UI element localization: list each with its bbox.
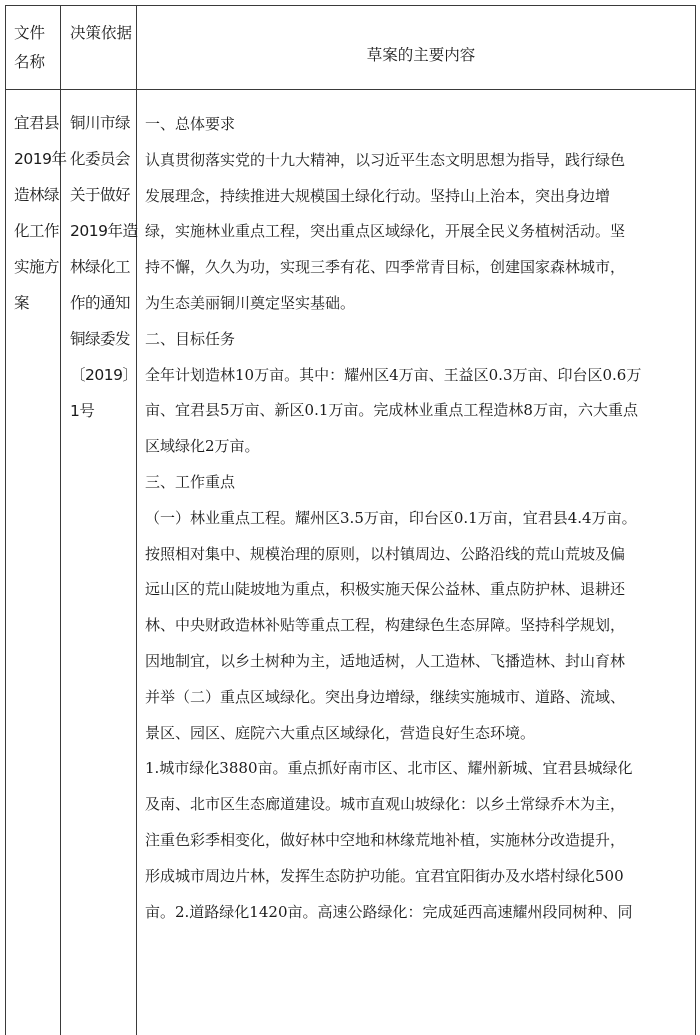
header-file-name bbox=[14, 19, 64, 77]
row-file-name bbox=[14, 105, 69, 321]
header-file-name-text: 文件 名称 bbox=[14, 24, 46, 71]
row-file-name-text: 宜君县 2019年 造林绿 化工作 实施方 案 bbox=[14, 114, 67, 312]
decision-table bbox=[5, 5, 696, 1035]
section-1-heading: 一、总体要求 bbox=[145, 115, 236, 133]
header-main-content bbox=[145, 41, 697, 70]
header-decision-basis bbox=[70, 19, 140, 48]
table-border-left bbox=[5, 5, 6, 1035]
section-3-body-2: 1.城市绿化3880亩。重点抓好南市区、北市区、耀州新城、宜君县城绿化 及南、北市区生态廊道建设。城市直观山坡绿化：以乡土常绿乔木为主， 注重色彩季相变化，做好林中空地和林缘荒地补植，实施林分改造提升， 形成城市周边片林，发挥生态防护功能。宜君宜阳街办及水塔村绿化500 亩。2.道路绿化1420亩。高速公路绿化：完成延西高速耀州段同树种、同 bbox=[145, 759, 633, 921]
section-2-body: 全年计划造林10万亩。其中：耀州区4万亩、王益区0.3万亩、印台区0.6万 亩、宜君县5万亩、新区0.1万亩。完成林业重点工程造林8万亩，六大重点 区域绿化2万亩。 bbox=[145, 365, 642, 456]
row-decision-basis bbox=[70, 105, 142, 429]
section-3-heading: 三、工作重点 bbox=[145, 472, 236, 491]
table-border-top bbox=[5, 5, 696, 6]
row-main-content bbox=[145, 107, 698, 930]
section-2-heading: 二、目标任务 bbox=[145, 329, 236, 348]
header-decision-basis-text: 决策依据 bbox=[70, 24, 133, 42]
section-1-body: 认真贯彻落实党的十九大精神，以习近平生态文明思想为指导，践行绿色 发展理念，持续推进大规模国土绿化行动。坚持山上治本，突出身边增 绿，实施林业重点工程，突出重点区域绿化，开展全民义务植树活动。坚 持不懈，久久为功，实现三季有花、四季常青目标，创建国家森林城市， 为生态美丽铜川奠定坚实基础。 bbox=[145, 150, 626, 312]
section-3-body-1: （一）林业重点工程。耀州区3.5万亩，印台区0.1万亩，宜君县4.4万亩。 按照相对集中、规模治理的原则，以村镇周边、公路沿线的荒山荒坡及偏 远山区的荒山陡坡地为重点，积极实施天保公益林、重点防护林、退耕还 林、中央财政造林补贴等重点工程，构建绿色生态屏障。坚持科学规划， 因地制宜，以乡土树种为主，适地适树，人工造林、飞播造林、封山育林 并举（二）重点区域绿化。突出身边增绿，继续实施城市、道路、流域、 景区、园区、庭院六大重点区域绿化，营造良好生态环境。 bbox=[145, 508, 637, 742]
header-divider bbox=[5, 89, 696, 90]
header-main-content-text: 草案的主要内容 bbox=[366, 46, 476, 64]
row-decision-basis-text: 铜川市绿 化委员会 关于做好 2019年造 林绿化工 作的通知 铜绿委发 〔2019〕 1号 bbox=[70, 114, 138, 420]
